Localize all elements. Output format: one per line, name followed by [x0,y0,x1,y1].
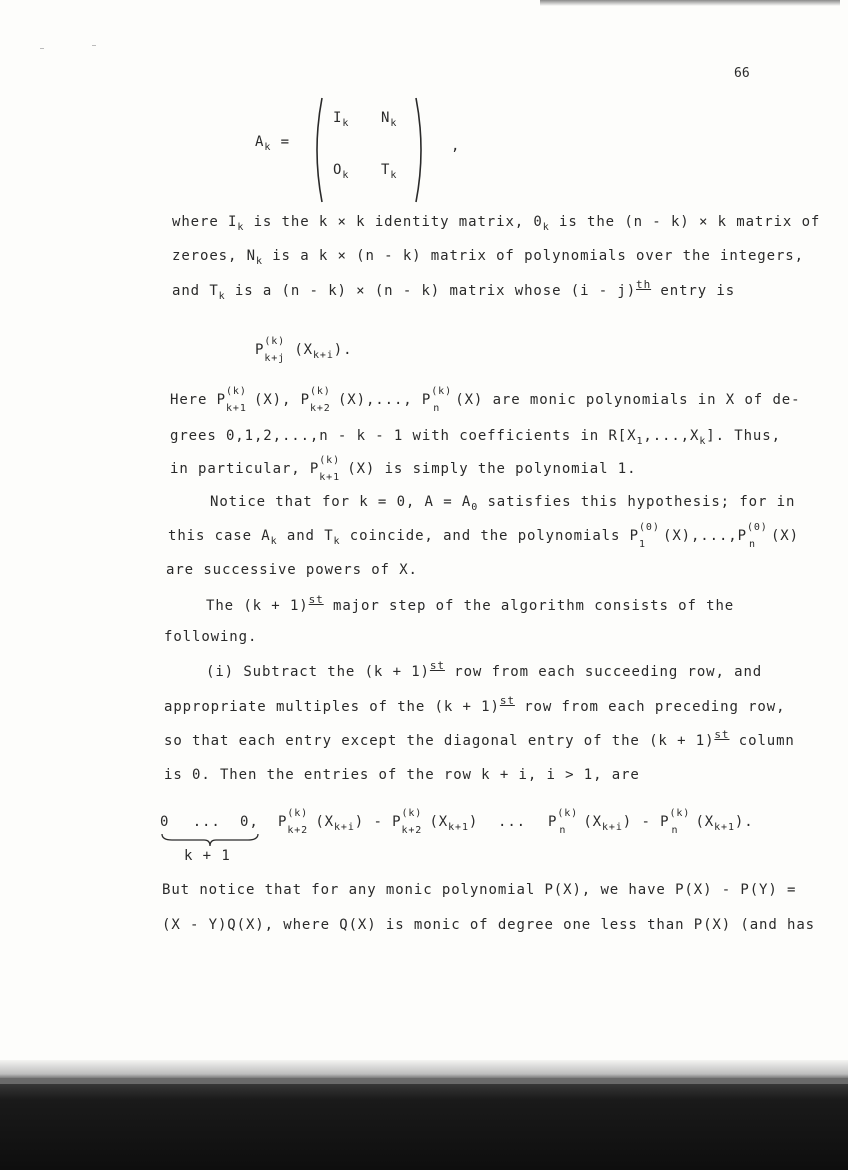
text-line: and $T_k$ is a (n - k) × (n - k) matrix whose (i - j)$^{th}$ entry is [172,278,736,302]
text-line: (i) Subtract the $(k + 1)^{st}$ row from each succeeding row, and [206,659,763,680]
scan-speck [40,48,44,49]
page-number: 66 [734,66,750,81]
text-line: this case $A_k$ and $T_k$ coincide, and the polynomials P (0) 1 (X),...,P (0) n (X) [168,522,799,550]
scan-bottom-edge [0,1060,848,1170]
matrix-cell-12: $N_k$ [381,110,398,129]
row-term-2: P (k) n $(X_{k+i})$ - P (k) n $(X_{k+1})$. [548,808,754,836]
matrix-cell-21: $O_k$ [333,162,350,181]
text-line: so that each entry except the diagonal entry of the $(k + 1)^{st}$ column [164,728,795,749]
text-line: But notice that for any monic polynomial P(X), we have P(X) - P(Y) = [162,882,797,898]
matrix-cell-11: $I_k$ [333,110,350,129]
scan-speck [92,45,96,46]
matrix-lhs: $A_k$ = [255,134,290,153]
text-line: (X - Y)Q(X), where Q(X) is monic of degree one less than P(X) (and has [162,917,816,933]
page-top-edge-shadow [540,0,840,6]
text-line: where $I_k$ is the k × k identity matrix, $0_k$ is the (n - k) × k matrix of [172,214,821,233]
matrix-cell-22: $T_k$ [381,162,398,181]
underbrace-label: k + 1 [184,848,231,864]
text-line: following. [164,629,258,645]
text-line: in particular, P (k) k+1 (X) is simply the polynomial 1. [170,455,637,483]
row-middle-dots: ... [498,814,526,830]
text-line: Here P (k) k+1 (X), P (k) k+2 (X),..., P (k) n (X) are monic polynomials in X of de- [170,386,801,414]
left-paren [311,96,323,204]
right-paren [415,96,427,204]
text-line: The $(k + 1)^{st}$ major step of the algorithm consists of the [206,593,735,614]
text-line: zeroes, $N_k$ is a k × (n - k) matrix of polynomials over the integers, [172,248,804,267]
text-line: Notice that for k = 0, $A = A_0$ satisfies this hypothesis; for in [210,494,796,513]
matrix-trailing-comma: , [451,138,461,154]
row-term-1: P (k) k+2 $(X_{k+i})$ - P (k) k+2 $(X_{k+1})$ [278,808,479,836]
page-bottom-shadow [0,1078,848,1084]
text-line: grees 0,1,2,...,n - k - 1 with coefficients in $R[X_1,...,X_k]$. Thus, [170,428,781,447]
row-display: 0 ... 0, [160,814,259,830]
text-line: is 0. Then the entries of the row k + i, i > 1, are [164,767,640,783]
text-line: appropriate multiples of the $(k + 1)^{st}$ row from each preceding row, [164,694,786,715]
matrix-equation [255,96,475,206]
display-formula: P (k) k+j $(X_{k+i})$. [255,336,353,364]
text-line: are successive powers of X. [166,562,418,578]
